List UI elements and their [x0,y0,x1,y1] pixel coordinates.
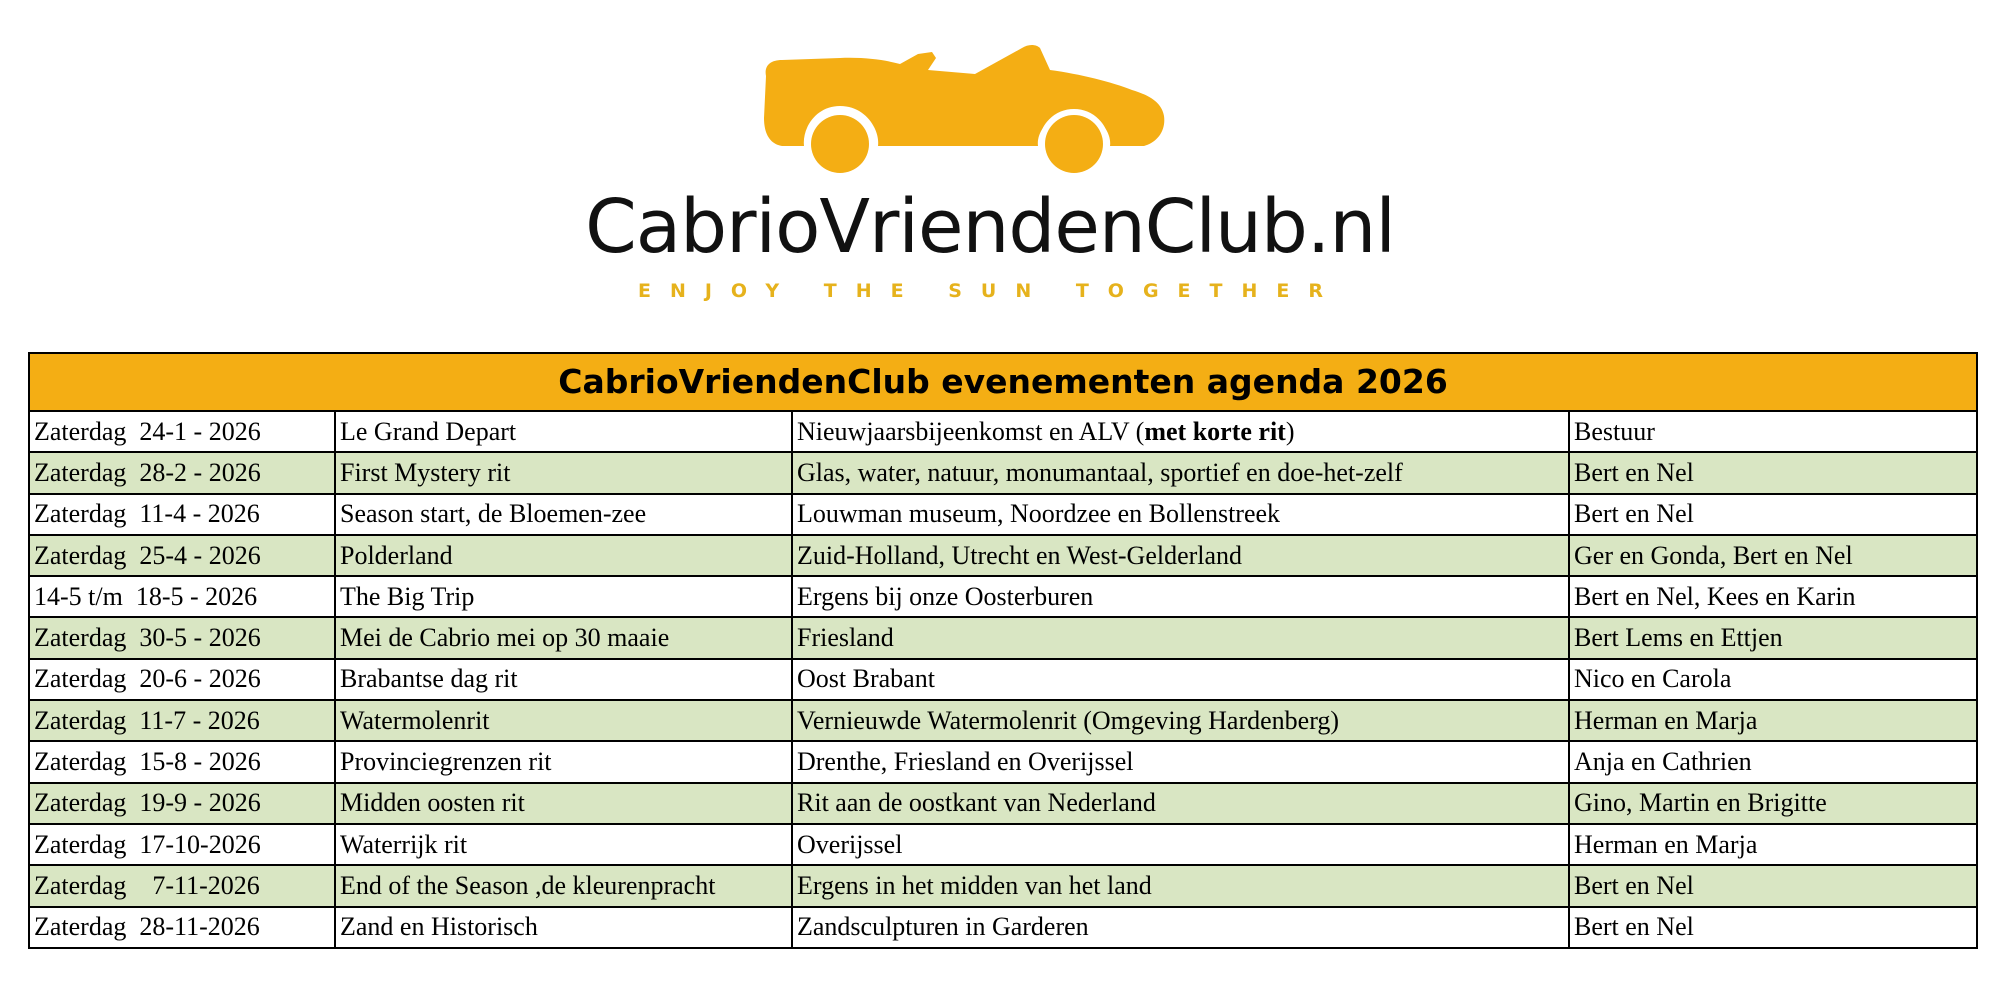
event-organizers: Herman en Marja [1569,824,1977,865]
event-description [792,411,1569,452]
event-date: Zaterdag 25-4 - 2026 [29,535,335,576]
table-row [29,741,1977,782]
agenda-body [29,411,1977,948]
event-organizers: Bert en Nel [1569,452,1977,493]
event-date: Zaterdag 17-10-2026 [29,824,335,865]
agenda-title: CabrioVriendenClub evenementen agenda 2026 [29,353,1977,411]
event-description-text: Nieuwjaarsbijeenkomst en ALV ( [797,416,1145,446]
event-date: Zaterdag 24-1 - 2026 [29,411,335,452]
event-date: Zaterdag 19-9 - 2026 [29,783,335,824]
event-description: Glas, water, natuur, monumantaal, sportief en doe-het-zelf [792,452,1569,493]
event-date: Zaterdag 15-8 - 2026 [29,741,335,782]
table-row [29,576,1977,617]
table-row [29,783,1977,824]
event-name: End of the Season ,de kleurenpracht [335,865,792,906]
table-row [29,659,1977,700]
event-name: First Mystery rit [335,452,792,493]
table-row [29,411,1977,452]
table-row [29,824,1977,865]
event-organizers: Bestuur [1569,411,1977,452]
event-description: Vernieuwde Watermolenrit (Omgeving Hardenberg) [792,700,1569,741]
event-organizers: Nico en Carola [1569,659,1977,700]
front-wheel [811,115,869,173]
event-description-end: ) [1285,416,1295,446]
event-organizers: Bert en Nel [1569,907,1977,948]
event-description: Friesland [792,617,1569,658]
event-organizers: Bert en Nel [1569,865,1977,906]
event-date: Zaterdag 11-7 - 2026 [29,700,335,741]
event-date: Zaterdag 7-11-2026 [29,865,335,906]
event-name: Watermolenrit [335,700,792,741]
table-row [29,452,1977,493]
events-agenda-table [28,352,1978,949]
brand-tagline: ENJOY THE SUN TOGETHER [637,280,1343,302]
convertible-car-icon [760,40,1170,175]
rear-wheel [1045,115,1103,173]
event-description: Overijssel [792,824,1569,865]
event-date: Zaterdag 11-4 - 2026 [29,494,335,535]
event-name: Brabantse dag rit [335,659,792,700]
event-date: Zaterdag 28-11-2026 [29,907,335,948]
event-description: Rit aan de oostkant van Nederland [792,783,1569,824]
table-row [29,865,1977,906]
event-description: Ergens in het midden van het land [792,865,1569,906]
event-name: Mei de Cabrio mei op 30 maaie [335,617,792,658]
event-description: Zandsculpturen in Garderen [792,907,1569,948]
event-name: Polderland [335,535,792,576]
event-name: Waterrijk rit [335,824,792,865]
event-description: Louwman museum, Noordzee en Bollenstreek [792,494,1569,535]
event-organizers: Anja en Cathrien [1569,741,1977,782]
event-organizers: Bert en Nel [1569,494,1977,535]
event-organizers: Herman en Marja [1569,700,1977,741]
event-description: Oost Brabant [792,659,1569,700]
event-date: Zaterdag 30-5 - 2026 [29,617,335,658]
event-date: Zaterdag 28-2 - 2026 [29,452,335,493]
event-name: Zand en Historisch [335,907,792,948]
table-row [29,617,1977,658]
event-date: Zaterdag 20-6 - 2026 [29,659,335,700]
event-name: The Big Trip [335,576,792,617]
event-description-bold: met korte rit [1144,416,1286,446]
event-name: Le Grand Depart [335,411,792,452]
event-description: Drenthe, Friesland en Overijssel [792,741,1569,782]
event-description: Zuid-Holland, Utrecht en West-Gelderland [792,535,1569,576]
event-organizers: Bert en Nel, Kees en Karin [1569,576,1977,617]
table-row [29,907,1977,948]
table-row [29,494,1977,535]
event-description: Ergens bij onze Oosterburen [792,576,1569,617]
event-organizers: Gino, Martin en Brigitte [1569,783,1977,824]
event-organizers: Ger en Gonda, Bert en Nel [1569,535,1977,576]
event-name: Midden oosten rit [335,783,792,824]
event-date: 14-5 t/m 18-5 - 2026 [29,576,335,617]
event-name: Provinciegrenzen rit [335,741,792,782]
event-name: Season start, de Bloemen-zee [335,494,792,535]
table-row [29,700,1977,741]
brand-name: CabrioVriendenClub.nl [585,184,1395,270]
event-organizers: Bert Lems en Ettjen [1569,617,1977,658]
table-row [29,535,1977,576]
